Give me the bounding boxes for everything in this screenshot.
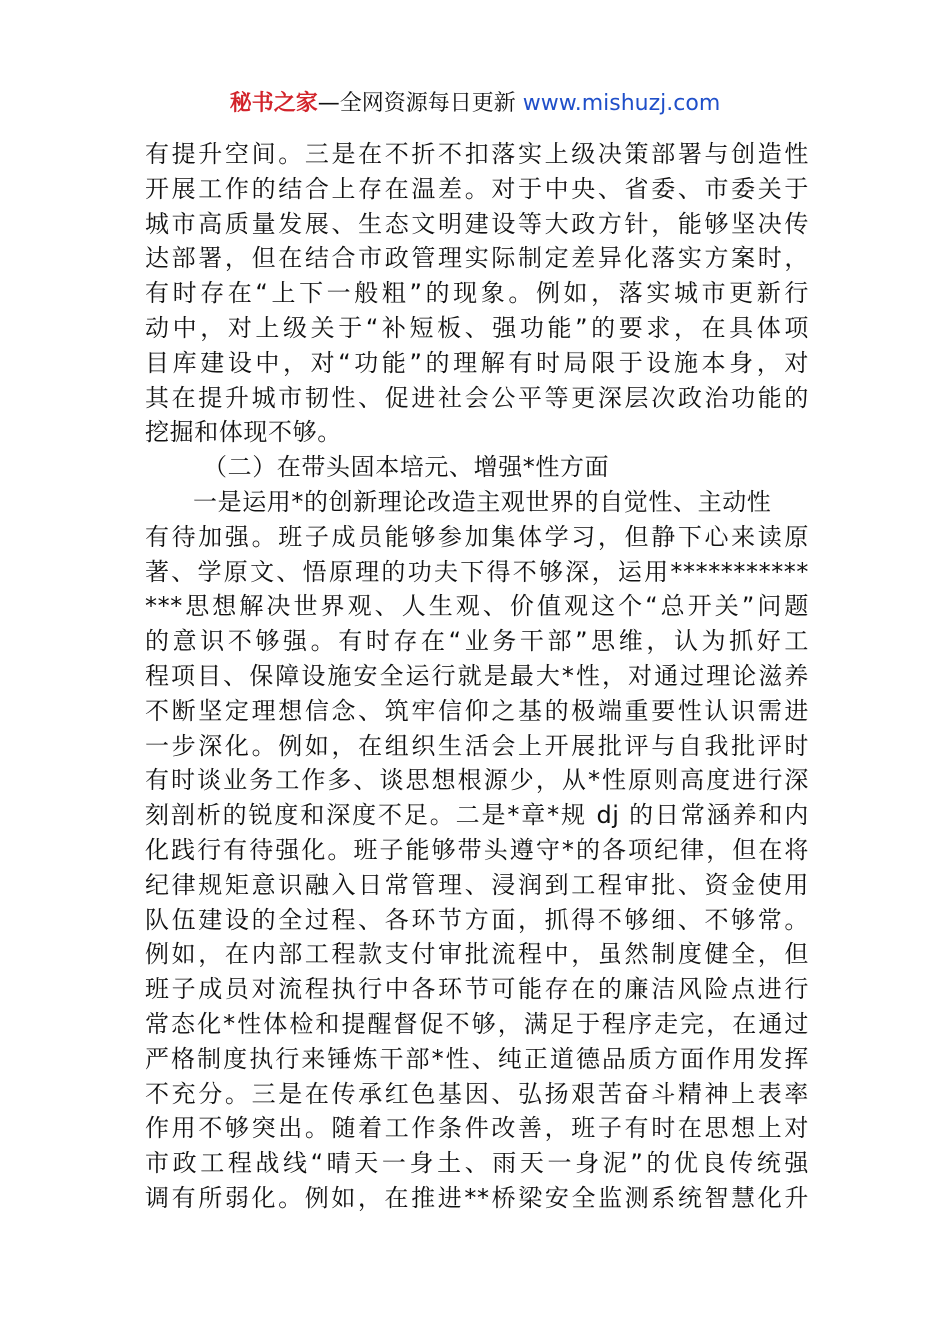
text-line: 一步深化。例如，在组织生活会上开展批评与自我批评时 [145, 731, 809, 760]
text-line: 有提升空间。三是在不折不扣落实上级决策部署与创造性 [145, 140, 809, 168]
text-line: 城市高质量发展、生态文明建设等大政方针，能够坚决传 [145, 209, 809, 238]
text-line: 不断坚定理想信念、筑牢信仰之基的极端重要性认识需进 [145, 696, 809, 725]
site-header [0, 88, 950, 120]
text-line: 目库建设中，对“功能”的理解有时局限于设施本身，对 [145, 348, 809, 377]
text-line: 达部署，但在结合市政管理实际制定差异化落实方案时， [145, 244, 809, 273]
text-line: 动中，对上级关于“补短板、强功能”的要求，在具体项 [145, 313, 809, 342]
site-url-link[interactable]: www.mishuzj.com [522, 91, 721, 116]
text-line: 的意识不够强。有时存在“业务干部”思维，认为抓好工 [145, 627, 809, 656]
text-line: 其在提升城市韧性、促进社会公平等更深层次政治功能的 [145, 383, 809, 412]
text-line: ***思想解决世界观、人生观、价值观这个“总开关”问题 [145, 592, 809, 621]
site-brand: 秘书之家 [229, 91, 318, 116]
text-line: 程项目、保障设施安全运行就是最大*性，对通过理论滋养 [145, 661, 809, 690]
text-line: 严格制度执行来锤炼干部*性、纯正道德品质方面作用发挥 [145, 1044, 809, 1073]
header-dash: — [317, 91, 340, 116]
text-line: 著、学原文、悟原理的功夫下得不够深，运用*********** [145, 557, 809, 586]
text-line: 一是运用*的创新理论改造主观世界的自觉性、主动性 [193, 487, 772, 516]
header-tagline: 全网资源每日更新 [339, 91, 523, 116]
document-body [145, 137, 809, 1216]
text-line: 作用不够突出。随着工作条件改善，班子有时在思想上对 [145, 1114, 809, 1143]
text-line: 例如，在内部工程款支付审批流程中，虽然制度健全，但 [145, 940, 809, 969]
text-line: 开展工作的结合上存在温差。对于中央、省委、市委关于 [145, 174, 809, 203]
text-line: 市政工程战线“晴天一身土、雨天一身泥”的优良传统强 [145, 1149, 809, 1178]
text-line: 挖掘和体现不够。 [145, 418, 342, 447]
text-line: 有时谈业务工作多、谈思想根源少，从*性原则高度进行深 [145, 766, 809, 795]
text-line: 班子成员对流程执行中各环节可能存在的廉洁风险点进行 [145, 975, 809, 1004]
text-line: 队伍建设的全过程、各环节方面，抓得不够细、不够常。 [145, 905, 809, 934]
text-line: 常态化*性体检和提醒督促不够，满足于程序走完，在通过 [145, 1009, 809, 1038]
section-heading: （二）在带头固本培元、增强*性方面 [203, 453, 610, 482]
text-line: 不充分。三是在传承红色基因、弘扬艰苦奋斗精神上表率 [145, 1079, 809, 1108]
text-line: 调有所弱化。例如，在推进**桥梁安全监测系统智慧化升 [145, 1183, 809, 1212]
text-line: 有待加强。班子成员能够参加集体学习，但静下心来读原 [145, 522, 809, 551]
text-line: 化践行有待强化。班子能够带头遵守*的各项纪律，但在将 [145, 835, 809, 864]
text-line: 纪律规矩意识融入日常管理、浸润到工程审批、资金使用 [145, 870, 809, 899]
text-line: 刻剖析的锐度和深度不足。二是*章*规 dj 的日常涵养和内 [145, 801, 809, 830]
text-line: 有时存在“上下一般粗”的现象。例如，落实城市更新行 [145, 279, 809, 308]
